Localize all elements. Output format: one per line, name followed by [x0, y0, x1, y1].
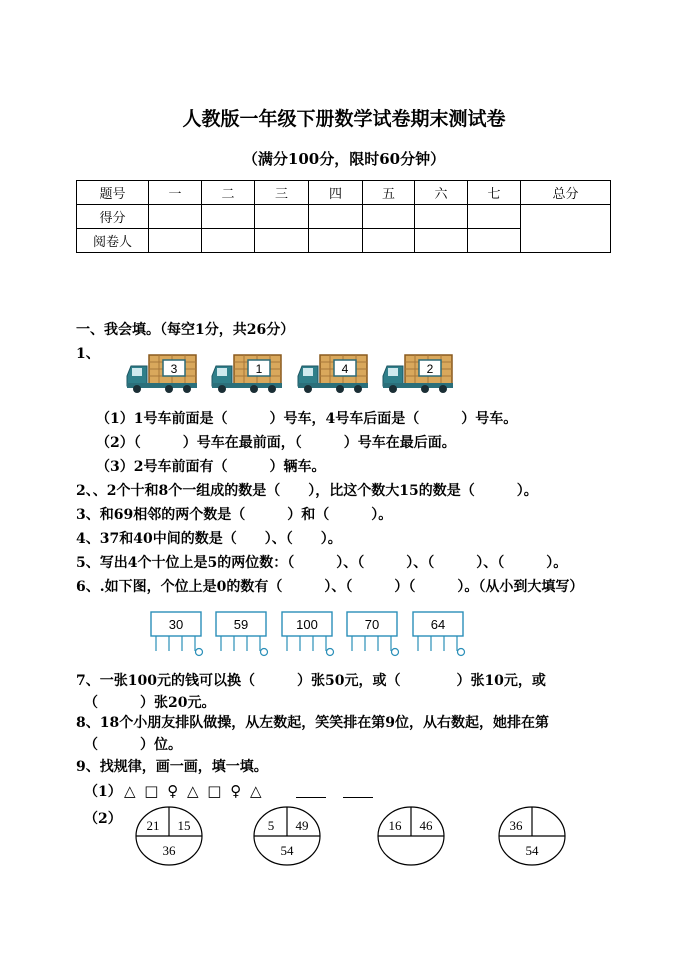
- number-card: [412, 611, 468, 657]
- score-header-cell: 二: [202, 181, 255, 205]
- q2: 2、、2个十和8个一组成的数是（ ），比这个数大15的数是（ ）。: [76, 483, 538, 499]
- score-header-cell: 七: [468, 181, 521, 205]
- q1-number: 1、: [76, 346, 100, 362]
- grader-cell[interactable]: [255, 229, 309, 253]
- score-cell[interactable]: [149, 205, 202, 229]
- number-circle: [497, 805, 567, 867]
- number-card: [346, 611, 402, 657]
- truck-icon: [381, 354, 454, 394]
- page-title: 人教版一年级下册数学试卷期末测试卷: [182, 108, 506, 130]
- score-table: [76, 180, 611, 253]
- card-number: 100: [296, 617, 318, 632]
- shape-sequence: △ □ ♀ △ □ ♀ △: [124, 782, 264, 800]
- q9-part1-label: （1）: [84, 784, 122, 800]
- answer-blank[interactable]: [343, 797, 373, 798]
- card-number: 70: [364, 617, 380, 632]
- truck-icon: [125, 354, 198, 394]
- q9-heading: 9、找规律，画一画，填一填。: [76, 759, 268, 775]
- truck-icon: [210, 354, 283, 394]
- number-card: [150, 611, 206, 657]
- q5: 5、写出4个十位上是5的两位数：（ ）、（ ）、（ ）、（ ）。: [76, 555, 568, 571]
- q7-line2: （ ）张20元。: [84, 695, 216, 711]
- circle-number: 49: [295, 818, 309, 833]
- card-number: 30: [168, 617, 184, 632]
- circle-number: 5: [267, 818, 275, 833]
- circle-number: 21: [146, 818, 160, 833]
- circle-number: 46: [419, 818, 433, 833]
- circle-number: 15: [177, 818, 191, 833]
- score-cell[interactable]: [468, 205, 521, 229]
- grader-cell[interactable]: [468, 229, 521, 253]
- score-header-cell: 四: [309, 181, 363, 205]
- q8-line1: 8、18个小朋友排队做操，从左数起，笑笑排在第9位，从右数起，她排在第: [76, 715, 549, 731]
- score-header-cell: 六: [415, 181, 468, 205]
- grader-cell[interactable]: [363, 229, 415, 253]
- grader-cell[interactable]: [202, 229, 255, 253]
- section-heading: 一、我会填。（每空1分，共26分）: [76, 322, 295, 338]
- card-number: 59: [233, 617, 249, 632]
- page-subtitle: （满分100分，限时60分钟）: [242, 150, 446, 168]
- score-cell[interactable]: [202, 205, 255, 229]
- q1-sub2: （2）（ ）号车在最前面，（ ）号车在最后面。: [96, 435, 456, 451]
- truck-number: 2: [426, 362, 434, 376]
- score-cell[interactable]: [415, 205, 468, 229]
- truck-number: 3: [170, 362, 178, 376]
- number-circle: [252, 805, 322, 867]
- score-cell[interactable]: [363, 205, 415, 229]
- score-row-label: 得分: [77, 205, 149, 229]
- score-header-cell: 五: [363, 181, 415, 205]
- number-circle: [134, 805, 204, 867]
- q7-line1: 7、一张100元的钱可以换（ ）张50元，或（ ）张10元，或: [76, 673, 546, 689]
- score-header-cell: 一: [149, 181, 202, 205]
- q3: 3、和69相邻的两个数是（ ）和（ ）。: [76, 507, 393, 523]
- q8-line2: （ ）位。: [84, 737, 182, 753]
- grader-cell[interactable]: [149, 229, 202, 253]
- circle-number: 36: [509, 818, 523, 833]
- number-card: [215, 611, 271, 657]
- truck-number: 4: [341, 362, 349, 376]
- q9-part2-label: （2）: [84, 811, 122, 827]
- q4: 4、37和40中间的数是（ ）、（ ）。: [76, 531, 342, 547]
- q6: 6、.如下图，个位上是0的数有（ ）、（ ）（ ）。（从小到大填写）: [76, 579, 584, 595]
- grader-cell[interactable]: [309, 229, 363, 253]
- score-row: [77, 205, 611, 229]
- score-header-cell: 题号: [77, 181, 149, 205]
- circle-number: 54: [280, 843, 294, 858]
- score-cell[interactable]: [309, 205, 363, 229]
- circle-number: 54: [525, 843, 539, 858]
- score-header-cell: 总分: [521, 181, 611, 205]
- score-header-cell: 三: [255, 181, 309, 205]
- circle-number: 36: [162, 843, 176, 858]
- q1-sub1: （1）1号车前面是（ ）号车，4号车后面是（ ）号车。: [96, 411, 518, 427]
- q1-sub3: （3）2号车前面有（ ）辆车。: [96, 459, 326, 475]
- number-card: [281, 611, 337, 657]
- truck-number: 1: [255, 362, 263, 376]
- grader-cell[interactable]: [415, 229, 468, 253]
- score-cell[interactable]: [255, 205, 309, 229]
- grader-row-label: 阅卷人: [77, 229, 149, 253]
- card-number: 64: [430, 617, 446, 632]
- number-circle: [376, 805, 446, 867]
- circle-number: 16: [388, 818, 402, 833]
- total-score-cell[interactable]: [521, 205, 611, 253]
- answer-blank[interactable]: [296, 797, 326, 798]
- score-header-row: [77, 181, 611, 205]
- truck-icon: [296, 354, 369, 394]
